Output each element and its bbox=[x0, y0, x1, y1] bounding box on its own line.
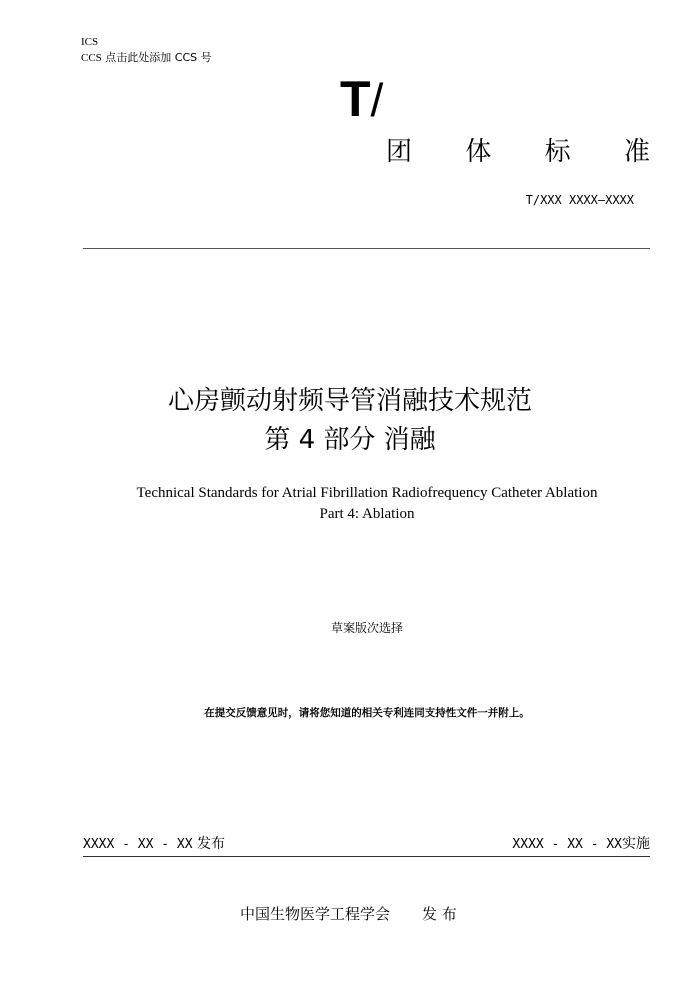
title-zh-line1: 心房颤动射频导管消融技术规范 bbox=[167, 386, 532, 416]
title-en-line1: Technical Standards for Atrial Fibrillation Radiofrequency Catheter Ablation bbox=[136, 485, 598, 501]
standard-mark-slash: / bbox=[370, 74, 384, 126]
group-standard-char: 团 bbox=[386, 137, 413, 167]
group-standard-char: 体 bbox=[465, 137, 492, 167]
feedback-note: 在提交反馈意见时，请将您知道的相关专利连同支持性文件一并附上。 bbox=[204, 707, 530, 719]
ccs-placeholder[interactable]: 点击此处添加 CCS 号 bbox=[105, 51, 212, 64]
publish-date: XXXX - XX - XX bbox=[83, 837, 193, 852]
title-zh-line2: 第 4 部分 消融 bbox=[264, 425, 436, 455]
ccs-line bbox=[81, 51, 212, 65]
implement-date-line bbox=[512, 835, 650, 854]
publish-date-line bbox=[83, 835, 225, 854]
standard-code: T/XXX XXXX—XXXX bbox=[525, 193, 634, 207]
issuer-line bbox=[240, 904, 457, 924]
title-en-line2: Part 4: Ablation bbox=[319, 506, 415, 522]
issuer-name: 中国生物医学工程学会 bbox=[240, 905, 391, 923]
bottom-divider bbox=[83, 856, 650, 857]
issuer-action: 发 布 bbox=[422, 905, 457, 923]
publish-label: 发布 bbox=[197, 836, 226, 852]
draft-version-selector[interactable]: 草案版次选择 bbox=[330, 621, 403, 635]
top-divider bbox=[83, 248, 650, 249]
ics-label: ICS bbox=[81, 36, 99, 48]
standard-mark bbox=[340, 70, 383, 129]
implement-date: XXXX - XX - XX bbox=[512, 837, 622, 852]
group-standard-char: 标 bbox=[544, 137, 571, 167]
group-standard-char: 准 bbox=[623, 137, 650, 167]
ccs-label: CCS bbox=[81, 52, 102, 64]
group-standard-title bbox=[386, 135, 650, 169]
implement-label: 实施 bbox=[622, 836, 650, 852]
standard-mark-letter: T bbox=[340, 71, 371, 127]
